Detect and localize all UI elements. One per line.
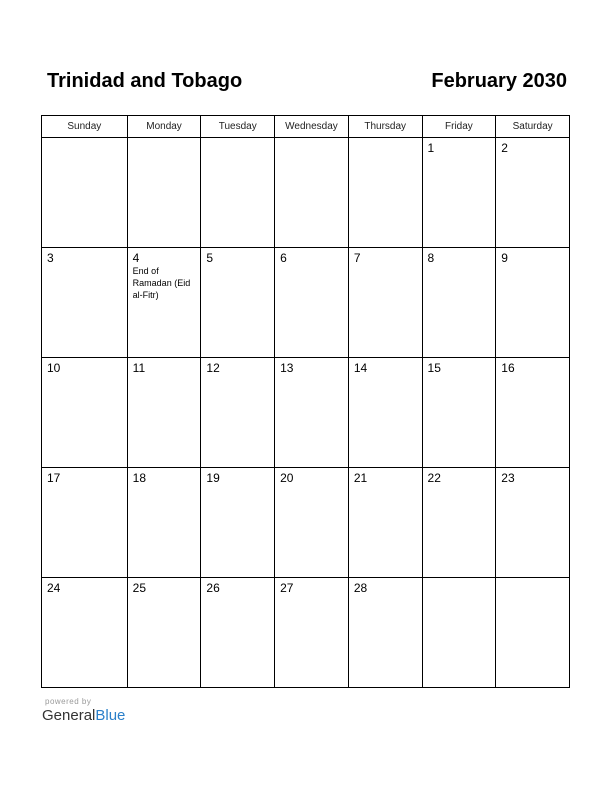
day-cell [128, 138, 202, 247]
day-cell [275, 578, 349, 687]
day-cell [349, 358, 423, 467]
day-cell [496, 248, 569, 357]
day-number: 15 [427, 361, 441, 375]
calendar-header [41, 70, 571, 98]
day-number: 26 [206, 581, 220, 595]
powered-by-text: powered by [45, 697, 92, 706]
day-cell [42, 248, 128, 357]
day-cell [423, 248, 497, 357]
weekday-saturday: Saturday [512, 121, 553, 132]
day-cell [496, 578, 569, 687]
day-number: 8 [427, 251, 435, 265]
day-cell [42, 138, 128, 247]
calendar-grid [41, 115, 570, 688]
day-number: 11 [132, 361, 146, 375]
weekday-friday: Friday [423, 116, 497, 137]
day-number: 14 [353, 361, 368, 375]
weekday-tuesday: Tuesday [201, 116, 275, 137]
day-cell [496, 468, 569, 577]
day-cell [349, 138, 423, 247]
day-cell [275, 248, 349, 357]
holiday-event: End of Ramadan (Eid al-Fitr) [132, 266, 191, 300]
day-cell [423, 578, 497, 687]
day-number: 4 [132, 251, 140, 265]
day-number: 7 [353, 251, 361, 265]
day-cell [201, 468, 275, 577]
weekday-wednesday: Wednesday [275, 116, 349, 137]
day-cell [128, 248, 202, 357]
weekday-sunday: Sunday [42, 116, 128, 137]
day-number: 9 [501, 251, 508, 265]
week-row [42, 138, 569, 248]
day-number: 5 [206, 251, 214, 265]
day-number: 12 [206, 361, 220, 375]
brand-blue: Blue [95, 707, 126, 724]
day-cell [201, 138, 275, 247]
day-cell [201, 248, 275, 357]
footer-branding [42, 697, 125, 724]
day-number: 19 [206, 471, 220, 485]
day-cell [349, 248, 423, 357]
day-cell [128, 468, 202, 577]
weekday-monday: Monday [128, 116, 202, 137]
day-cell [42, 468, 128, 577]
day-cell [496, 358, 569, 467]
month-title: February 2030 [431, 70, 567, 92]
brand-general: General [42, 707, 96, 724]
day-number: 10 [47, 361, 61, 375]
day-cell [42, 358, 128, 467]
day-number: 13 [280, 361, 294, 375]
week-row [42, 358, 569, 468]
day-cell [42, 578, 128, 687]
day-cell [275, 468, 349, 577]
day-cell [128, 578, 202, 687]
day-number: 22 [427, 471, 441, 485]
day-number: 20 [280, 471, 294, 485]
day-cell [349, 468, 423, 577]
day-number: 27 [280, 581, 294, 595]
day-cell [423, 358, 497, 467]
weekday-header-row [42, 116, 569, 138]
day-cell [128, 358, 202, 467]
weeks-container [42, 138, 569, 687]
day-number: 2 [501, 141, 508, 155]
day-cell [201, 358, 275, 467]
day-cell [423, 468, 497, 577]
day-number: 17 [47, 471, 61, 485]
day-cell [423, 138, 497, 247]
day-cell [201, 578, 275, 687]
day-cell [496, 138, 569, 247]
day-number: 3 [47, 251, 54, 265]
day-number: 18 [132, 471, 147, 485]
day-number: 25 [132, 581, 147, 595]
day-number: 28 [353, 581, 368, 595]
generalblue-logo [42, 707, 125, 724]
day-number: 6 [280, 251, 287, 265]
country-title: Trinidad and Tobago [47, 70, 243, 92]
week-row [42, 578, 569, 687]
week-row [42, 468, 569, 578]
day-number: 23 [501, 471, 515, 485]
day-number: 16 [501, 361, 515, 375]
day-cell [275, 138, 349, 247]
day-cell [275, 358, 349, 467]
week-row [42, 248, 569, 358]
day-cell [349, 578, 423, 687]
day-number: 1 [427, 141, 435, 155]
day-number: 21 [353, 471, 368, 485]
day-number: 24 [47, 581, 61, 595]
weekday-thursday: Thursday [349, 116, 423, 137]
